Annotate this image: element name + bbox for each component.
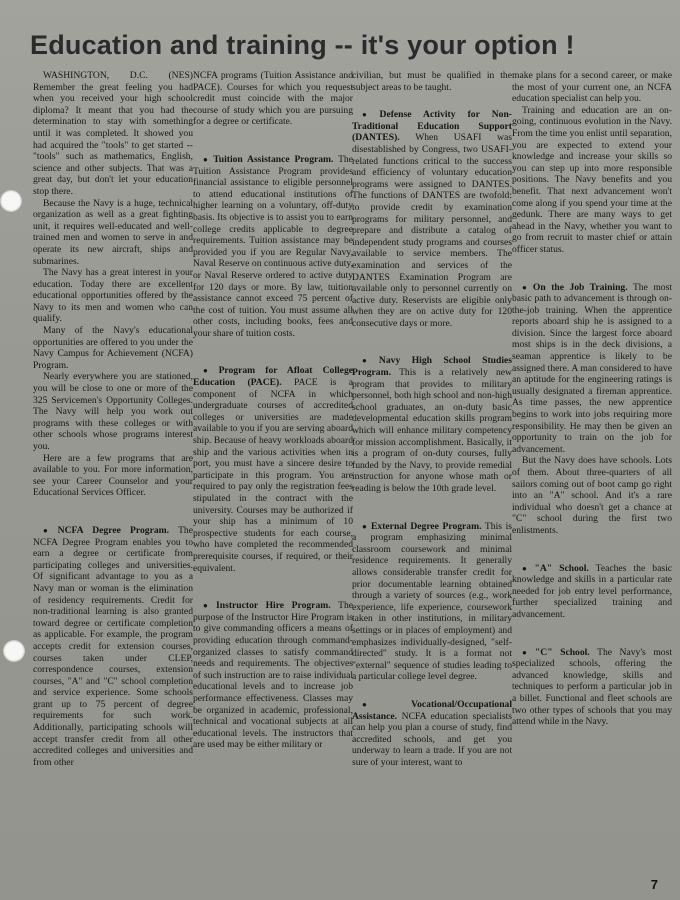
program-section [512,647,672,728]
binder-hole [3,640,25,662]
section-label: Vocational/Occupational Assistance. [352,698,512,722]
section-text: NCFA education specialists can help you plan a course of study, find accredited schools, and get you underway to learn a trade. If you are not sure of your interest, want to [352,710,512,768]
section-text: The Tuition Assistance Program provides financial assistance to eligible personnel to attend educational institutions of higher learning on a voluntary, off-duty basis. Its objective is to assist you to earn college credits applicable to degree requirements. Tuition assistance may be provided you if you are Regular Navy, Naval Reserve on continuous active duty, or Naval Reserve ordered to active duty for 120 days or more. By law, tuition assistance cannot exceed 75 percent of the cost of tuition. You must assume all other costs, including books, fees and your share of tuition costs. [193,153,353,339]
article-column-2 [193,70,353,885]
bullet-icon: ● [522,647,532,657]
program-section [512,282,672,456]
article-paragraph: But the Navy does have schools. Lots of them. About three-quarters of all sailors coming out of boot camp go right into an "A" school. And it's a rare individual who doesn't get a chance at "C" school during the first two enlistments. [512,455,672,536]
article-column-3 [352,70,512,885]
bullet-icon: ● [362,110,377,120]
section-text: Teaches the basic knowledge and skills in a particular rate needed for job entry level performance, further specialized training and advancement. [512,562,672,620]
bullet-icon: ● [203,154,211,164]
program-section [352,699,512,769]
program-section [193,154,353,340]
section-label: Defense Activity for Non-Traditional Education Support (DANTES). [352,109,512,144]
section-text: The Navy's most specialized schools, offering the advanced knowledge, skills and techniques to perform a particular job in a billet. Functional and fleet schools are two other types of schools that you may attend while in the Navy. [512,646,672,728]
bullet-icon: ● [362,521,369,531]
section-label: "C" School. [534,646,590,658]
article-paragraph: civilian, but must be qualified in the subject areas to be taught. [352,70,512,93]
binder-hole [0,190,22,212]
article-paragraph: WASHINGTON, D.C. (NES) Remember the great feeling you had when you received your high school diploma? It meant that you had the determination to stay with something until it was completed. It showed you had acquired the "tools" to get started -- "tools" such as mathematics, English, science and other subjects. That was a great day, but don't let your education stop there. [33,70,193,197]
section-label: Tuition Assistance Program. [213,153,334,165]
headline: Education and training -- it's your option ! [30,30,575,60]
section-text: PACE is a component of NCFA in which undergraduate courses of accredited colleges or universities are made available to you if you are serving aboard ship. Because of heavy workloads aboard ship and the various activities when in port, you must have a sincere desire to participate in this program. You are required to pay only the registration fees stipulated in the contract with the university. Courses may be authorized if your ship has a minimum of 10 prospective students for each course, who have completed the recommended prerequisite courses, if required, or their equivalent. [193,377,353,574]
program-section [352,521,512,683]
program-section [352,355,512,494]
section-label: On the Job Training. [532,281,628,293]
section-text: When USAFI was disestablished by Congress, two USAFI-related functions critical to the success and efficiency of voluntary education programs were assigned to DANTES. The functions of DANTES are twofold: to provide credit by examination programs for military personnel, and prepare and distribute a catalog of independent study programs and courses available to service members. The examination and services of the DANTES Examination Program are available only to personnel currently on active duty. Reservists are eligible only when they are on active duty for 120 consecutive days or more. [352,132,512,329]
page-number: 7 [650,877,658,892]
bullet-icon: ● [522,563,532,573]
section-text: The purpose of the Instructor Hire Program is to give commanding officers a means of providing education through command-organized classes to satisfy command needs and requirements. The objectives of such instruction are to raise individual educational levels and to increase job performance effectiveness. Classes may be organized in academic, professional, technical and vocational subjects at all educational levels. The instructors that are used may be either military or [193,600,353,751]
article-paragraph: make plans for a second career, or make the most of your current one, an NCFA education specialist can help you. [512,70,672,105]
section-label: External Degree Program. [371,520,482,532]
program-section [193,365,353,574]
program-section [193,600,353,751]
section-label: "A" School. [534,562,589,574]
bullet-icon: ● [203,366,216,376]
article-paragraph: The Navy has a great interest in your education. Today there are excellent educational opportunities offered by the Navy to its men and women who can qualify. [33,267,193,325]
bullet-icon: ● [43,525,55,535]
article-paragraph: Nearly everywhere you are stationed, you will be close to one or more of the 325 Servicemen's Opportunity Colleges. The Navy will help you work out programs with these colleges or with other schools whose programs interest you. [33,371,193,452]
section-label: Instructor Hire Program. [216,600,331,612]
section-text: This is a program emphasizing minimal classroom coursework and minimal residence requirements. It generally allows considerable transfer credit for prior documentable learning obtained through a variety of sources (e.g., work experience, life experience, coursework taken in other institutions, in military settings or in places of employment) and emphasizes individually-designed, "self-directed" study. It is a format not "external" sequence of studies leading to a particular college level degree. [352,520,512,683]
article-column-4 [512,70,672,885]
article-paragraph: Training and education are an on-going, continuous evolution in the Navy. From the time you enlist until separation, you are expected to extend your knowledge and increase your skills so you can step up into more responsible positions. The Navy benefits and you benefit. That next advancement won't come along if you spend your time at the gedunk. There are many ways to get ahead in the Navy, whether you want to go from recruit to master chief or attain officer status. [512,104,672,255]
bullet-icon: ● [203,601,214,611]
bullet-icon: ● [362,356,376,366]
article-paragraph: Many of the Navy's educational opportunities are offered to you under the Navy Campus for Achievement (NCFA) Program. [33,325,193,371]
section-text: The most basic path to advancement is through on-the-job training. When the apprentice reports aboard ship he is assigned to a division. Since the largest force aboard most ships is in the deck divisions, a seaman apprentice is likely to be assigned there. A man considered to have an aptitude for the engineering ratings is usually designated a fireman apprentice. As time passes, the new apprentice begins to work into jobs requiring more responsibility. He may then be given an opportunity to train on the job for advancement. [512,281,672,455]
program-section [33,525,193,768]
program-section [512,563,672,621]
article-paragraph: Because the Navy is a huge, technical organization as well as a great fighting unit, it requires well-educated and well-trained men and women to serve in and operate its new aircraft, ships and submarines. [33,197,193,267]
bullet-icon: ● [522,282,530,292]
section-text: This is a relatively new program that provides to military personnel, both high school and non-high school graduates, an on-duty basic developmental education skills program which will enhance military competency for mission accomplishment. Basically, it is a program of on-duty courses, fully funded by the Navy, to provide remedial instruction for anyone whose math or reading is below the 10th grade level. [352,367,512,494]
program-section [352,109,512,329]
section-label: Program for Afloat College Education (PACE). [193,365,353,389]
section-label: Navy High School Studies Program. [352,355,512,379]
section-text: The NCFA Degree Program enables you to earn a degree or certificate from participating colleges and universities. Of significant advantage to you as a Navy man or woman is the elimination of residency requirements. Credit for non-traditional learning is also granted toward degree or certificate completion as applicable. For example, the program accepts credit for extension courses, courses taken under CLEP, correspondence courses, extension courses, "A" and "C" school completion and service experience. Some schools grant up to 75 percent of degree requirements for such work. Additionally, participating schools will accept transfer credit from all other accredited colleges and universities and from other [33,524,193,768]
article-paragraph: Here are a few programs that are available to you. For more information, see your Career Counselor and your Educational Services Officer. [33,452,193,499]
article-paragraph: NCFA programs (Tuition Assistance and PACE). Courses for which you request credit must coincide with the major course of study which you are pursuing for a degree or certificate. [193,70,353,128]
bullet-icon: ● [362,699,409,709]
section-label: NCFA Degree Program. [57,524,170,536]
article-column-1 [33,70,193,885]
